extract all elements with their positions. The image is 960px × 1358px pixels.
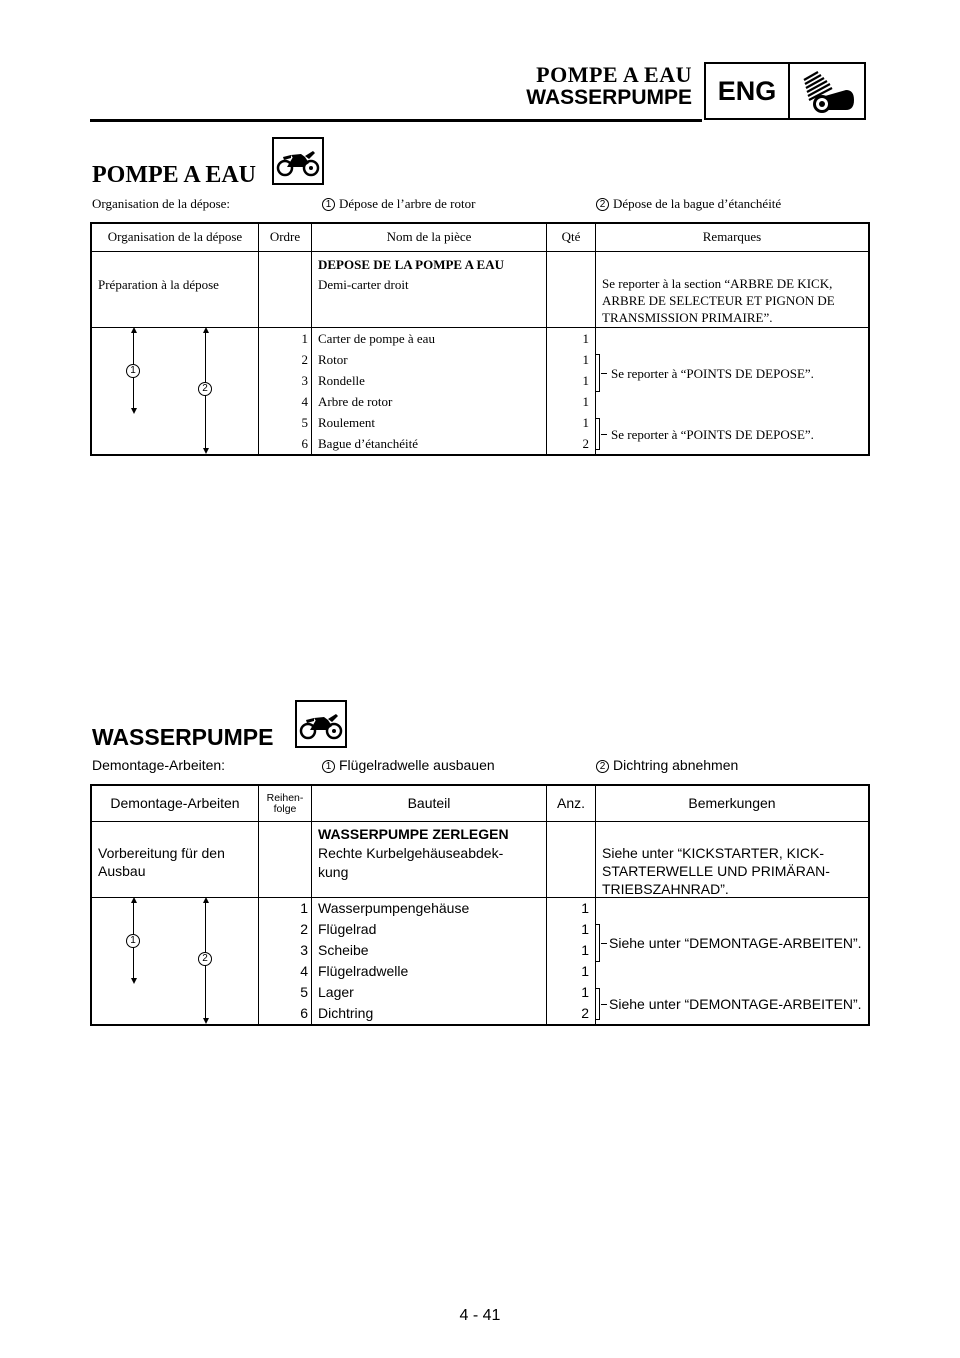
order-value: 2 [301, 352, 308, 367]
motorcycle-icon [272, 137, 324, 185]
part-name: Bague d’étanchéité [318, 436, 418, 451]
header-title-fr: POMPE A EAU [536, 62, 692, 87]
org-step-1-text: Dépose de l’arbre de rotor [339, 196, 476, 211]
sequence-marker-1: 1 [126, 934, 140, 948]
part-name: Rotor [318, 352, 348, 367]
prep-part: Demi-carter droit [318, 277, 409, 292]
org-step-2-text: Dichtring abnehmen [613, 757, 739, 773]
header-title-de: WASSERPUMPE [526, 86, 692, 109]
part-name: Rondelle [318, 373, 365, 388]
part-name-column [312, 898, 547, 1024]
qty-value: 1 [582, 394, 589, 409]
remarks-column [596, 898, 868, 1024]
order-value: 1 [301, 331, 308, 346]
arrow-down-icon [203, 448, 209, 454]
eng-badge-label: ENG [706, 64, 790, 118]
order-value: 6 [301, 436, 308, 451]
arrow-down-icon [131, 978, 137, 984]
qty-value: 1 [581, 921, 589, 937]
qty-value: 1 [582, 415, 589, 430]
qty-value: 2 [581, 1005, 589, 1021]
brace [595, 988, 600, 1020]
step-marker-2: 2 [596, 198, 609, 211]
col-header: Ordre [259, 224, 312, 251]
step-marker-2: 2 [596, 760, 609, 773]
section-heading: WASSERPUMPE ZERLEGEN [318, 826, 509, 842]
table-header-row [92, 786, 868, 822]
prep-label-line: Vorbereitung für den [98, 845, 225, 861]
part-name: Roulement [318, 415, 376, 430]
col-header: Remarques [702, 229, 762, 245]
org-label: Organisation de la dépose: [92, 196, 231, 211]
part-name: Dichtring [318, 1005, 374, 1021]
prep-label-cell [92, 252, 259, 327]
prep-remark-line: Se reporter à la section “ARBRE DE KICK, [602, 276, 833, 291]
order-column [259, 328, 312, 454]
order-value: 6 [300, 1005, 308, 1021]
sequence-marker-2: 2 [198, 382, 212, 396]
empty-cell [259, 252, 312, 327]
order-value: 3 [300, 942, 308, 958]
order-column [259, 898, 312, 1024]
removal-table-de [90, 784, 870, 1026]
col-header: Organisation de la dépose [92, 224, 259, 251]
page-number: 4 - 41 [459, 1307, 501, 1324]
qty-value: 1 [581, 942, 589, 958]
col-header: Nom de la pièce [312, 224, 547, 251]
arrow-up-icon [131, 327, 137, 333]
qty-value: 1 [582, 352, 589, 367]
brace [595, 354, 600, 392]
org-step-1 [322, 196, 475, 212]
order-value: 1 [300, 900, 308, 916]
prep-remark-line: TRANSMISSION PRIMAIRE”. [602, 310, 773, 325]
sequence-arrows [92, 898, 259, 1024]
steps-block [92, 328, 868, 454]
arrow-up-icon [203, 327, 209, 333]
prep-row [92, 822, 868, 898]
order-value: 5 [301, 415, 308, 430]
section-title-de: WASSERPUMPE [92, 724, 274, 750]
brace-tick [601, 943, 607, 944]
part-name: Scheibe [318, 942, 369, 958]
prep-part-line: kung [318, 864, 349, 880]
prep-part-cell [312, 252, 547, 327]
arrow-down-icon [131, 408, 137, 414]
empty-cell [547, 822, 596, 897]
prep-remark-line: STARTERWELLE UND PRIMÄRAN- [602, 863, 830, 879]
part-name: Carter de pompe à eau [318, 331, 435, 346]
sequence-marker-2: 2 [198, 952, 212, 966]
arrow-up-icon [203, 897, 209, 903]
prep-label-line: Ausbau [98, 863, 146, 879]
qty-value: 1 [581, 900, 589, 916]
eng-badge [704, 62, 866, 120]
col-header: Demontage-Arbeiten [92, 786, 259, 821]
brace [595, 418, 600, 450]
org-step-1 [322, 757, 495, 773]
qty-value: 2 [582, 436, 589, 451]
prep-remark-cell [596, 252, 868, 327]
section-heading: DEPOSE DE LA POMPE A EAU [318, 257, 504, 272]
motorcycle-icon [295, 700, 347, 748]
prep-remark-line: ARBRE DE SELECTEUR ET PIGNON DE [602, 293, 835, 308]
remarks-column [596, 328, 868, 454]
table-header-row [92, 224, 868, 252]
prep-remark-line: Siehe unter “KICKSTARTER, KICK- [602, 845, 824, 861]
part-name: Arbre de rotor [318, 394, 393, 409]
remark-text: Se reporter à “POINTS DE DEPOSE”. [611, 366, 814, 381]
arrow-up-icon [131, 897, 137, 903]
qty-column [547, 898, 596, 1024]
col-header-line: Reihen- [266, 791, 304, 804]
remark-text: Se reporter à “POINTS DE DEPOSE”. [611, 427, 814, 442]
part-name: Wasserpumpengehäuse [318, 900, 470, 916]
col-header: Bemerkungen [688, 794, 776, 811]
arrow-down-icon [203, 1018, 209, 1024]
empty-cell [547, 252, 596, 327]
prep-remark-cell [596, 822, 868, 897]
prep-label: Préparation à la dépose [98, 277, 219, 292]
org-label: Demontage-Arbeiten: [92, 757, 226, 773]
prep-remark-line: TRIEBSZAHNRAD”. [602, 881, 729, 897]
header-rule [90, 119, 702, 122]
brace [595, 924, 600, 962]
order-value: 4 [301, 394, 308, 409]
brace-tick [601, 1004, 607, 1005]
order-value: 5 [300, 984, 308, 1000]
brace-tick [601, 434, 607, 435]
col-header-line: folge [273, 802, 297, 815]
prep-part-line: Rechte Kurbelgehäuseabdek- [318, 845, 504, 861]
qty-value: 1 [582, 373, 589, 388]
engine-icon [790, 64, 864, 118]
qty-value: 1 [581, 984, 589, 1000]
empty-cell [259, 822, 312, 897]
removal-table-fr [90, 222, 870, 456]
part-name: Flügelradwelle [318, 963, 409, 979]
org-step-1-text: Flügelradwelle ausbauen [339, 757, 495, 773]
steps-block [92, 898, 868, 1024]
step-marker-1: 1 [322, 198, 335, 211]
org-step-2-text: Dépose de la bague d’étanchéité [613, 196, 782, 211]
qty-value: 1 [582, 331, 589, 346]
col-header: Bauteil [312, 786, 547, 821]
prep-row [92, 252, 868, 328]
part-name: Lager [318, 984, 354, 1000]
order-value: 4 [300, 963, 308, 979]
org-step-2 [596, 757, 738, 773]
qty-value: 1 [581, 963, 589, 979]
org-step-2 [596, 196, 781, 212]
sequence-marker-1: 1 [126, 364, 140, 378]
prep-part-cell [312, 822, 547, 897]
col-header [259, 786, 312, 821]
sequence-arrows [92, 328, 259, 454]
col-header: Qté [547, 224, 596, 251]
remark-text: Siehe unter “DEMONTAGE-ARBEITEN”. [609, 935, 862, 951]
step-marker-1: 1 [322, 760, 335, 773]
part-name-column [312, 328, 547, 454]
qty-column [547, 328, 596, 454]
prep-label-cell [92, 822, 259, 897]
remark-text: Siehe unter “DEMONTAGE-ARBEITEN”. [609, 996, 862, 1012]
order-value: 2 [300, 921, 308, 937]
order-value: 3 [301, 373, 308, 388]
section-title-fr: POMPE A EAU [92, 162, 257, 188]
brace-tick [601, 373, 607, 374]
part-name: Flügelrad [318, 921, 377, 937]
col-header: Anz. [547, 786, 596, 821]
